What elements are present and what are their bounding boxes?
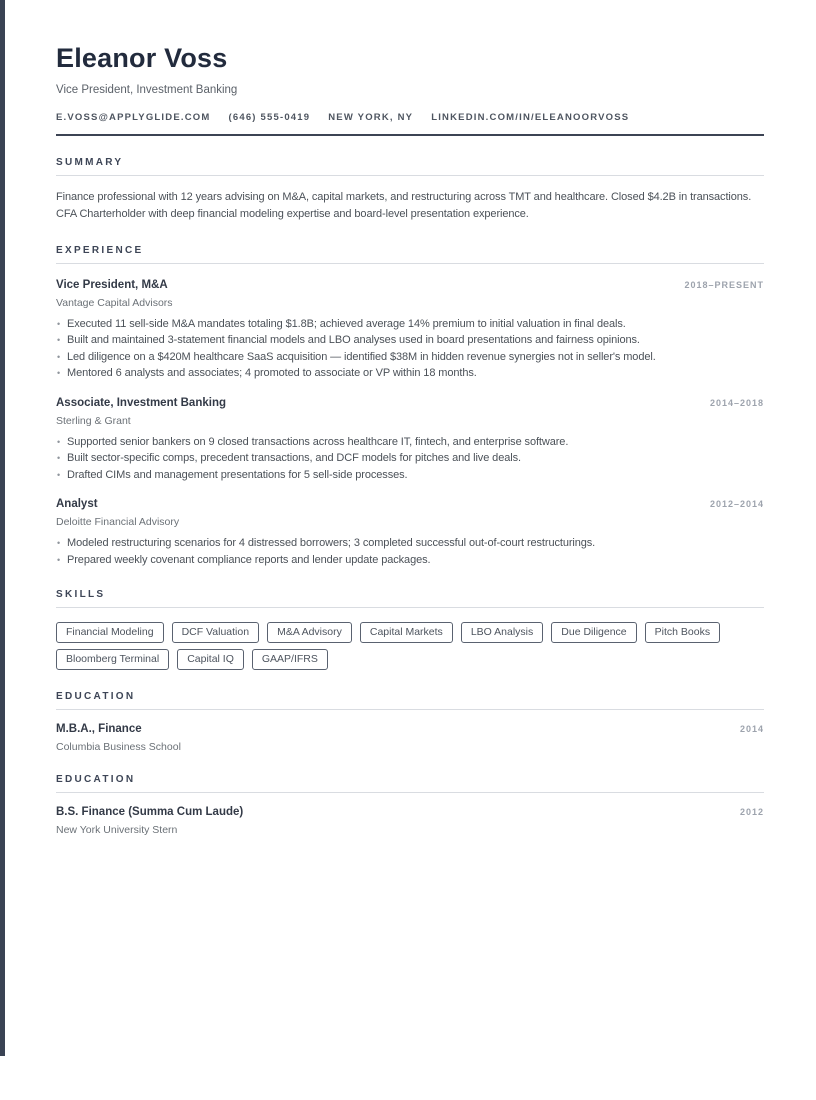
section-skills: [56, 589, 764, 670]
school-name: New York University Stern: [56, 824, 178, 837]
section-divider: [56, 709, 764, 710]
header-divider: [56, 134, 764, 136]
contact-phone: (646) 555-0419: [228, 111, 311, 123]
skill-tag: Capital Markets: [360, 622, 453, 643]
education-header-row: [56, 806, 764, 818]
contact-location: NEW YORK, NY: [328, 111, 414, 123]
job-bullet: • Modeled restructuring scenarios for 4 distressed borrowers; 3 completed successful out-of-court restructurings.: [56, 535, 764, 552]
candidate-title: Vice President, Investment Banking: [56, 83, 238, 96]
job-bullet: • Prepared weekly covenant compliance reports and lender update packages.: [56, 552, 764, 569]
skill-tag: LBO Analysis: [461, 622, 543, 643]
contact-linkedin: LINKEDIN.COM/IN/ELEANOORVOSS: [431, 111, 630, 123]
job-header-row: [56, 397, 764, 409]
skill-tag: Capital IQ: [177, 649, 244, 670]
accent-bar: [0, 0, 5, 1056]
job-header-row: [56, 498, 764, 510]
degree-title: M.B.A., Finance: [56, 723, 142, 736]
summary-text: Finance professional with 12 years advising on M&A, capital markets, and restructuring across TMT and healthcare. Closed $4.2B in transactions. CFA Charterholder with deep financial modeling expertise and board-level presentation experience.: [56, 190, 752, 221]
section-divider: [56, 263, 764, 264]
job-bullet: • Executed 11 sell-side M&A mandates totaling $1.8B; achieved average 14% premium to initial valuation in final deals.: [56, 316, 764, 333]
degree-year: 2012: [739, 807, 764, 818]
education-heading: EDUCATION: [56, 691, 136, 703]
section-summary: [56, 157, 764, 224]
contact-email: E.VOSS@APPLYGLIDE.COM: [56, 111, 211, 123]
job-dates: 2018–PRESENT: [684, 279, 764, 290]
job-title: Analyst: [56, 498, 98, 511]
skill-tag: Pitch Books: [645, 622, 720, 643]
job-company: Deloitte Financial Advisory: [56, 516, 180, 529]
job-title: Associate, Investment Banking: [56, 396, 226, 409]
skill-tag: Bloomberg Terminal: [56, 649, 169, 670]
skills-heading: SKILLS: [56, 589, 106, 601]
experience-heading: EXPERIENCE: [56, 244, 144, 256]
section-education-1: [56, 691, 764, 753]
degree-title: B.S. Finance (Summa Cum Laude): [56, 806, 244, 819]
job-bullet: • Built sector-specific comps, precedent transactions, and DCF models for pitches and live deals.: [56, 450, 764, 467]
education-header-row: [56, 723, 764, 735]
skill-tag: M&A Advisory: [267, 622, 352, 643]
education-item: [56, 806, 764, 836]
education-item: [56, 723, 764, 753]
job-dates: 2014–2018: [709, 397, 764, 408]
job-dates: 2012–2014: [709, 499, 764, 510]
job-bullet: • Built and maintained 3-statement financial models and LBO analyses used in board presentations and fairness opinions.: [56, 332, 764, 349]
candidate-name: Eleanor Voss: [56, 43, 228, 73]
job-title: Vice President, M&A: [56, 278, 168, 291]
skill-tag: GAAP/IFRS: [252, 649, 328, 670]
job-bullet: • Mentored 6 analysts and associates; 4 promoted to associate or VP within 18 months.: [56, 365, 764, 382]
job-bullets: [56, 316, 764, 382]
experience-item: [56, 498, 764, 568]
job-bullet: • Led diligence on a $420M healthcare SaaS acquisition — identified $38M in hidden revenue synergies not in seller's model.: [56, 349, 764, 366]
skill-tag: Financial Modeling: [56, 622, 164, 643]
section-divider: [56, 175, 764, 176]
job-bullets: [56, 434, 764, 484]
degree-year: 2014: [739, 724, 764, 735]
school-name: Columbia Business School: [56, 741, 181, 754]
resume-header: [56, 44, 764, 136]
job-bullet: • Drafted CIMs and management presentations for 5 sell-side processes.: [56, 467, 764, 484]
job-bullets: [56, 535, 764, 568]
contact-row: [56, 112, 764, 123]
section-divider: [56, 792, 764, 793]
experience-item: [56, 397, 764, 484]
skill-tag: Due Diligence: [551, 622, 636, 643]
job-company: Vantage Capital Advisors: [56, 296, 173, 309]
summary-heading: SUMMARY: [56, 156, 124, 168]
section-experience: [56, 245, 764, 569]
section-education-2: [56, 774, 764, 836]
skill-tag: DCF Valuation: [172, 622, 260, 643]
experience-item: [56, 279, 764, 382]
job-company: Sterling & Grant: [56, 414, 131, 427]
job-header-row: [56, 279, 764, 291]
section-divider: [56, 607, 764, 608]
job-bullet: • Supported senior bankers on 9 closed transactions across healthcare IT, fintech, and enterprise software.: [56, 434, 764, 451]
skill-tag-list: [56, 622, 764, 670]
education-heading: EDUCATION: [56, 774, 136, 786]
